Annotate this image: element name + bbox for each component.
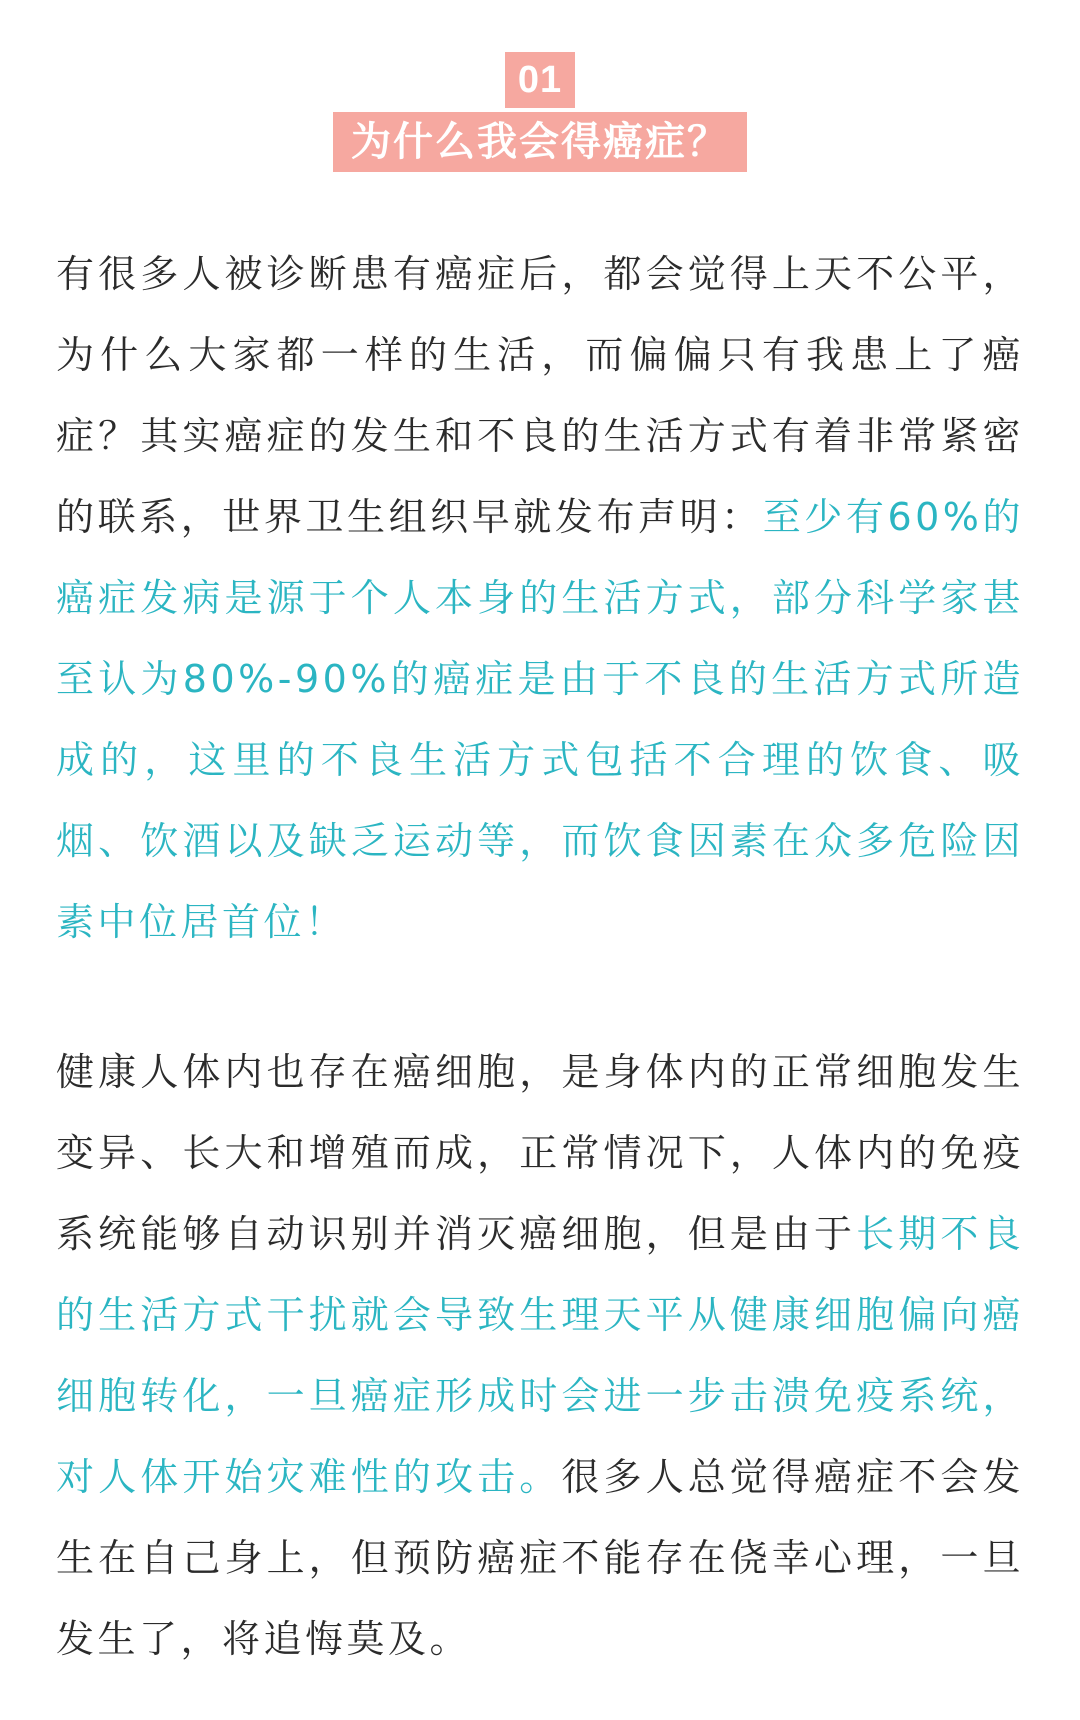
paragraph-1: [56, 234, 1024, 963]
paragraph-2-highlight: 长期不良的生活方式干扰就会导致生理天平从健康细胞偏向癌细胞转化，一旦癌症形成时会进一步击溃免疫系统，对人体开始灾难性的攻击。: [56, 1212, 1024, 1499]
paragraph-2-text-end: 很多人总觉得癌症不会发生在自己身上，但预防癌症不能存在侥幸心理，一旦发生了，将追悔莫及。: [56, 1455, 1024, 1661]
paragraph-2: [56, 1032, 1024, 1680]
section-title-badge: 为什么我会得癌症？: [333, 112, 747, 172]
section-header: [0, 52, 1080, 172]
paragraph-1-text: 有很多人被诊断患有癌症后，都会觉得上天不公平，为什么大家都一样的生活，而偏偏只有我患上了癌症？其实癌症的发生和不良的生活方式有着非常紧密的联系，世界卫生组织早就发布声明：: [56, 252, 1024, 539]
section-number-badge: 01: [505, 52, 575, 108]
paragraph-1-highlight: 至少有60%的癌症发病是源于个人本身的生活方式，部分科学家甚至认为80%-90%的癌症是由于不良的生活方式所造成的，这里的不良生活方式包括不合理的饮食、吸烟、饮酒以及缺乏运动等，而饮食因素在众多危险因素中位居首位！: [56, 495, 1024, 944]
paragraph-2-text-start: 健康人体内也存在癌细胞，是身体内的正常细胞发生变异、长大和增殖而成，正常情况下，人体内的免疫系统能够自动识别并消灭癌细胞，但是由于: [56, 1050, 1024, 1256]
